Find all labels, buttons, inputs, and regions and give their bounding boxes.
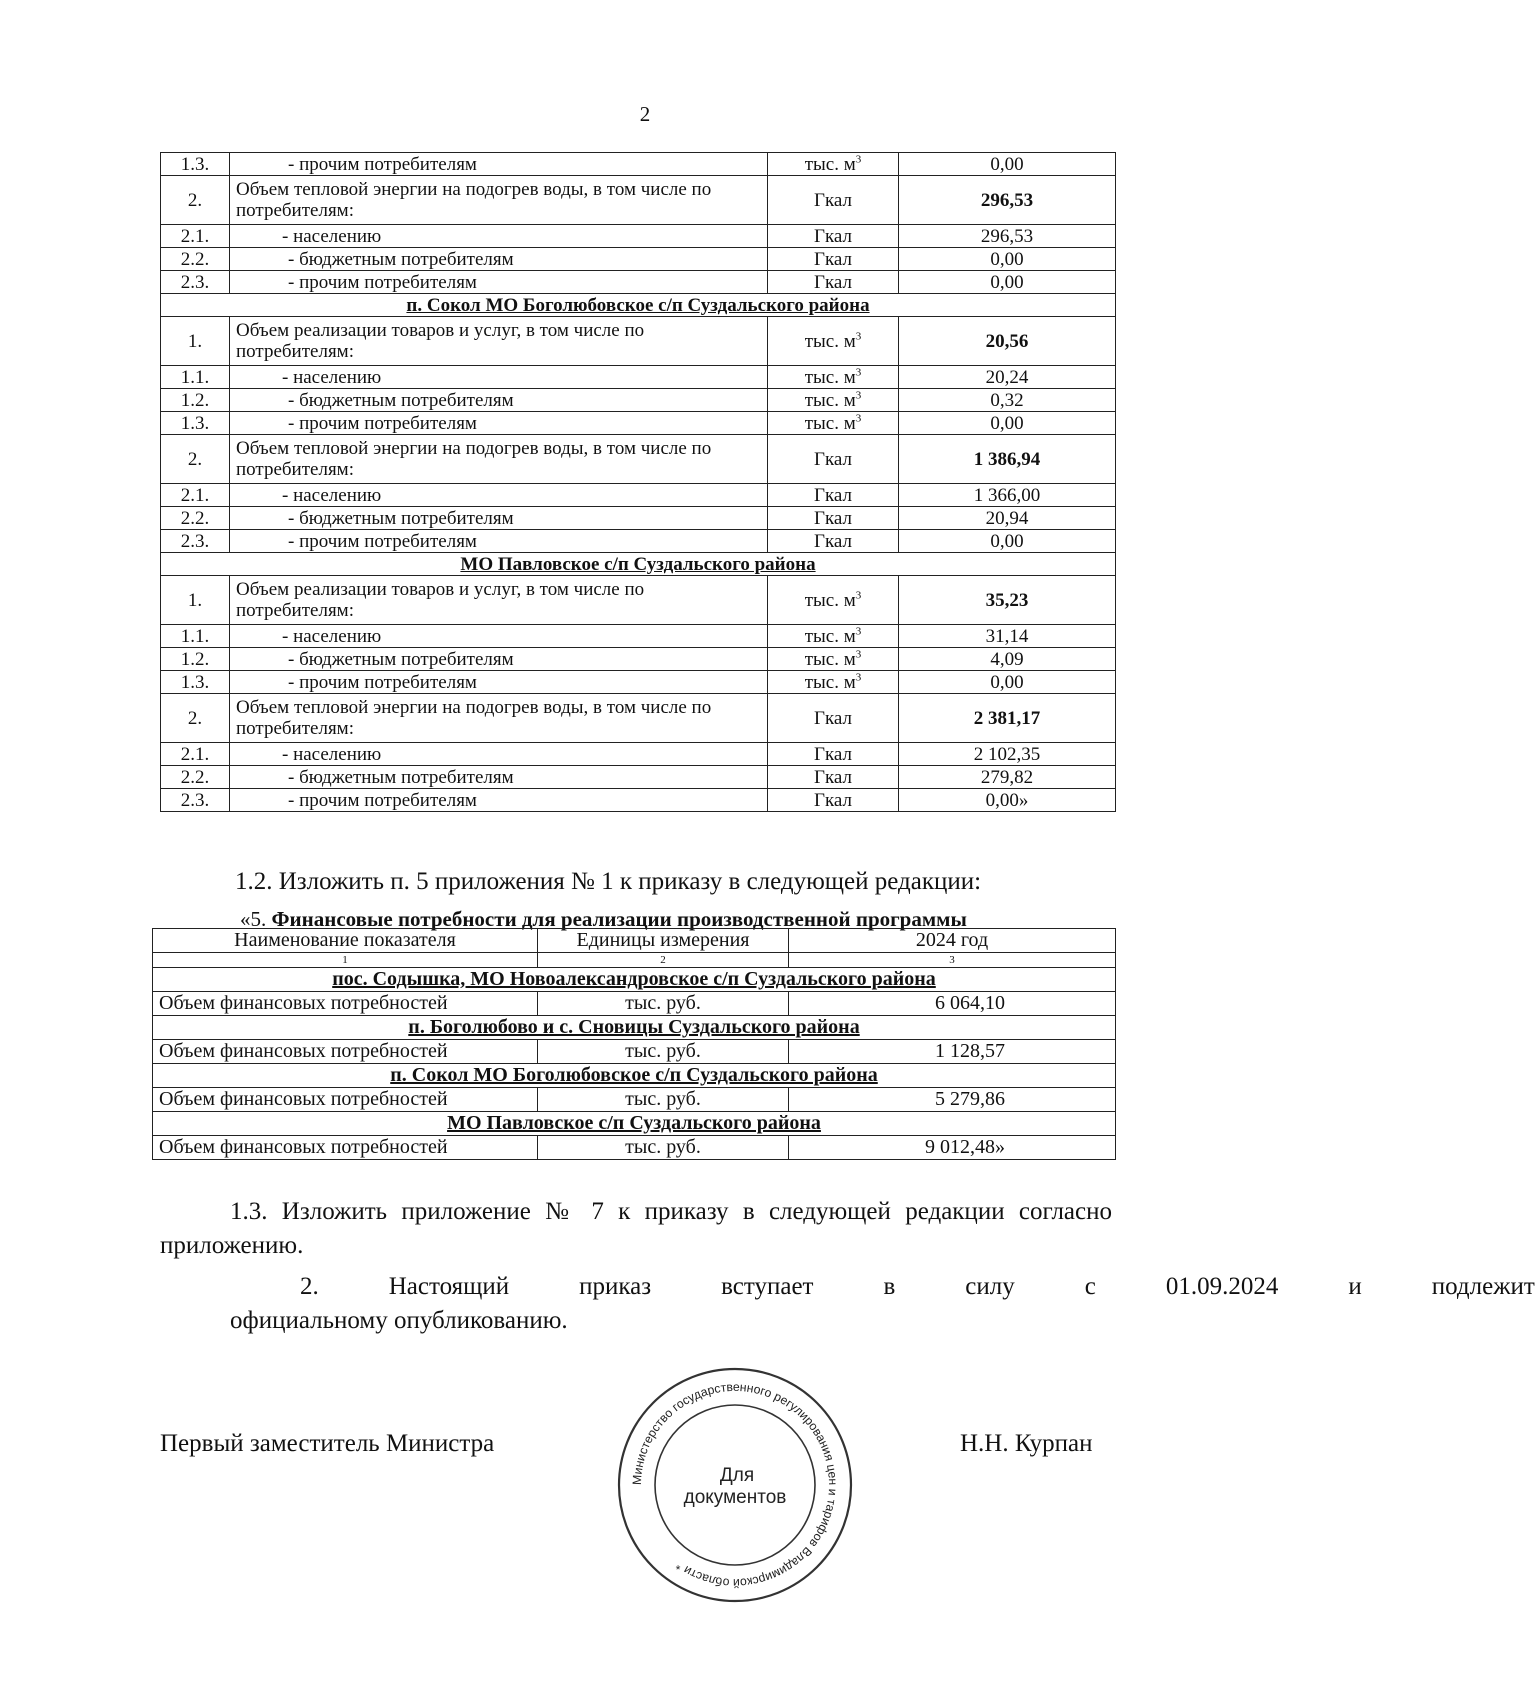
section-title: МО Павловское с/п Суздальского района xyxy=(153,1112,1116,1136)
row-number: 2. xyxy=(161,176,230,225)
row-name: Объем реализации товаров и услуг, в том числе по потребителям: xyxy=(236,579,645,621)
table-row xyxy=(153,1136,1116,1160)
page-number: 2 xyxy=(639,102,651,126)
section-row xyxy=(153,968,1116,992)
table-row xyxy=(161,176,1116,225)
row-number: 2.2. xyxy=(161,248,230,271)
row-unit-cell xyxy=(768,248,899,271)
table-row xyxy=(161,366,1116,389)
row-unit: Гкал xyxy=(813,448,852,470)
row-name-cell xyxy=(230,317,768,366)
row-name-cell xyxy=(230,176,768,225)
row-name: Объем финансовых потребностей xyxy=(153,992,538,1016)
paragraph-2-line1 xyxy=(160,1270,1535,1304)
row-value: 296,53 xyxy=(899,176,1116,225)
table2-caption-title: Финансовые потребности для реализации производственной программы xyxy=(271,907,967,931)
row-unit-cell xyxy=(768,412,899,435)
row-number: 1.1. xyxy=(161,625,230,648)
row-unit: тыс. м xyxy=(804,625,856,647)
row-number: 1. xyxy=(161,317,230,366)
row-unit: Гкал xyxy=(813,743,852,765)
header-unit: Единицы измерения xyxy=(538,929,789,953)
row-value: 0,00 xyxy=(899,530,1116,553)
row-name-cell xyxy=(230,507,768,530)
paragraph-2-word: 2. xyxy=(300,1273,319,1300)
row-value: 0,00 xyxy=(899,671,1116,694)
row-value: 0,00 xyxy=(899,153,1116,176)
row-unit: Гкал xyxy=(813,766,852,788)
row-unit-cell xyxy=(768,435,899,484)
row-unit: тыс. руб. xyxy=(538,992,789,1016)
row-name: Объем реализации товаров и услуг, в том числе по потребителям: xyxy=(236,320,645,362)
row-name: - бюджетным потребителям xyxy=(288,507,514,529)
row-name: - населению xyxy=(282,625,382,647)
table-row xyxy=(161,625,1116,648)
index-2: 2 xyxy=(538,953,789,968)
table-row xyxy=(161,248,1116,271)
stamp-ring-text: Министерство государственного регулирования цен и тарифов Владимирской области * xyxy=(629,1379,841,1591)
unit-superscript: 3 xyxy=(855,671,862,684)
row-unit-cell xyxy=(768,766,899,789)
row-value: 4,09 xyxy=(899,648,1116,671)
paragraph-2-word: с xyxy=(1084,1273,1096,1300)
table-row xyxy=(161,484,1116,507)
row-unit: Гкал xyxy=(813,707,852,729)
row-number: 2.1. xyxy=(161,484,230,507)
row-unit: Гкал xyxy=(813,225,852,247)
row-unit: тыс. м xyxy=(804,671,856,693)
row-name-cell xyxy=(230,743,768,766)
table-row xyxy=(161,271,1116,294)
row-name: - населению xyxy=(282,225,382,247)
row-name: Объем тепловой энергии на подогрев воды, в том числе по потребителям: xyxy=(236,697,712,739)
row-number: 2.2. xyxy=(161,507,230,530)
volumes-table xyxy=(160,152,1116,812)
row-unit-cell xyxy=(768,153,899,176)
row-number: 2. xyxy=(161,435,230,484)
table-row xyxy=(161,389,1116,412)
paragraph-2-word: подлежит xyxy=(1431,1273,1535,1300)
paragraph-1-3: 1.3. Изложить приложение № 7 к приказу в следующей редакции согласно приложению. xyxy=(160,1198,1112,1259)
official-stamp xyxy=(615,1365,855,1605)
row-unit-cell xyxy=(768,317,899,366)
row-number: 1.2. xyxy=(161,389,230,412)
table-row xyxy=(161,789,1116,812)
row-number: 2.2. xyxy=(161,766,230,789)
row-name: Объем тепловой энергии на подогрев воды, в том числе по потребителям: xyxy=(236,179,712,221)
paragraph-2-word: вступает xyxy=(721,1273,814,1300)
section-row xyxy=(161,553,1116,576)
table-row xyxy=(153,1088,1116,1112)
row-name: - прочим потребителям xyxy=(288,671,477,693)
row-value: 9 012,48» xyxy=(789,1136,1116,1160)
row-number: 1. xyxy=(161,576,230,625)
row-number: 1.2. xyxy=(161,648,230,671)
signer-title: Первый заместитель Министра xyxy=(160,1430,495,1457)
row-value: 20,56 xyxy=(899,317,1116,366)
row-unit: Гкал xyxy=(813,248,852,270)
paragraph-2 xyxy=(160,1270,1535,1338)
row-number: 1.1. xyxy=(161,366,230,389)
table-row xyxy=(161,671,1116,694)
row-unit: Гкал xyxy=(813,484,852,506)
row-name: Объем тепловой энергии на подогрев воды, в том числе по потребителям: xyxy=(236,438,712,480)
section-title: п. Сокол МО Боголюбовское с/п Суздальского района xyxy=(153,1064,1116,1088)
unit-superscript: 3 xyxy=(855,625,862,638)
row-number: 2.1. xyxy=(161,225,230,248)
row-name: - прочим потребителям xyxy=(288,153,477,175)
row-unit-cell xyxy=(768,743,899,766)
row-value: 5 279,86 xyxy=(789,1088,1116,1112)
row-unit-cell xyxy=(768,671,899,694)
row-unit-cell xyxy=(768,789,899,812)
paragraph-2-word: приказ xyxy=(579,1273,652,1300)
row-value: 0,32 xyxy=(899,389,1116,412)
table-row xyxy=(161,507,1116,530)
row-unit-cell xyxy=(768,648,899,671)
row-unit: тыс. м xyxy=(804,648,856,670)
row-name-cell xyxy=(230,153,768,176)
paragraph-2-line2: официальному опубликованию. xyxy=(230,1307,568,1334)
row-unit: тыс. руб. xyxy=(538,1040,789,1064)
row-name: - населению xyxy=(282,743,382,765)
index-1: 1 xyxy=(153,953,538,968)
row-value: 6 064,10 xyxy=(789,992,1116,1016)
row-name-cell xyxy=(230,530,768,553)
row-name-cell xyxy=(230,694,768,743)
section-title: п. Боголюбово и с. Сновицы Суздальского района xyxy=(153,1016,1116,1040)
table-row xyxy=(161,435,1116,484)
row-name: - прочим потребителям xyxy=(288,412,477,434)
row-unit-cell xyxy=(768,176,899,225)
unit-superscript: 3 xyxy=(855,153,862,166)
index-3: 3 xyxy=(789,953,1116,968)
unit-superscript: 3 xyxy=(855,366,862,379)
section-title: п. Сокол МО Боголюбовское с/п Суздальского района xyxy=(161,294,1116,317)
row-name-cell xyxy=(230,271,768,294)
unit-superscript: 3 xyxy=(855,412,862,425)
row-number: 1.3. xyxy=(161,412,230,435)
table-row xyxy=(153,1040,1116,1064)
row-name-cell xyxy=(230,412,768,435)
row-value: 2 102,35 xyxy=(899,743,1116,766)
row-value: 1 386,94 xyxy=(899,435,1116,484)
table-row xyxy=(161,153,1116,176)
row-unit-cell xyxy=(768,530,899,553)
stamp-center-line2: документов xyxy=(683,1487,787,1508)
row-name: Объем финансовых потребностей xyxy=(153,1136,538,1160)
row-name-cell xyxy=(230,671,768,694)
row-name-cell xyxy=(230,366,768,389)
table-row xyxy=(161,530,1116,553)
paragraph-2-word: Настоящий xyxy=(388,1273,510,1300)
row-unit: Гкал xyxy=(813,507,852,529)
unit-superscript: 3 xyxy=(855,589,862,602)
row-unit: тыс. м xyxy=(804,366,856,388)
signer-name: Н.Н. Курпан xyxy=(960,1430,1093,1457)
table-row xyxy=(153,992,1116,1016)
table2-caption-prefix: «5. xyxy=(240,907,272,931)
paragraph-2-word: силу xyxy=(965,1273,1015,1300)
unit-superscript: 3 xyxy=(855,648,862,661)
section-row xyxy=(153,1016,1116,1040)
finance-table-index-row xyxy=(153,953,1116,968)
row-number: 2.3. xyxy=(161,271,230,294)
row-number: 1.3. xyxy=(161,671,230,694)
row-value: 2 381,17 xyxy=(899,694,1116,743)
table-row xyxy=(161,412,1116,435)
row-number: 2.1. xyxy=(161,743,230,766)
row-name-cell xyxy=(230,766,768,789)
row-value: 35,23 xyxy=(899,576,1116,625)
row-name-cell xyxy=(230,648,768,671)
row-value: 31,14 xyxy=(899,625,1116,648)
stamp-center-line1: Для xyxy=(719,1465,755,1486)
row-name-cell xyxy=(230,789,768,812)
row-value: 0,00 xyxy=(899,248,1116,271)
table-row xyxy=(161,743,1116,766)
row-value: 0,00 xyxy=(899,271,1116,294)
row-name-cell xyxy=(230,435,768,484)
row-name-cell xyxy=(230,389,768,412)
finance-table xyxy=(152,928,1116,1160)
row-name-cell xyxy=(230,625,768,648)
row-value: 0,00 xyxy=(899,412,1116,435)
row-name: - бюджетным потребителям xyxy=(288,648,514,670)
row-unit-cell xyxy=(768,576,899,625)
row-name-cell xyxy=(230,484,768,507)
row-unit: Гкал xyxy=(813,189,852,211)
row-name: - населению xyxy=(282,484,382,506)
row-number: 2. xyxy=(161,694,230,743)
row-unit: Гкал xyxy=(813,530,852,552)
section-row xyxy=(153,1064,1116,1088)
row-number: 2.3. xyxy=(161,789,230,812)
row-name: - прочим потребителям xyxy=(288,271,477,293)
row-unit-cell xyxy=(768,366,899,389)
row-unit: тыс. руб. xyxy=(538,1136,789,1160)
section-row xyxy=(153,1112,1116,1136)
row-value: 0,00» xyxy=(899,789,1116,812)
table-row xyxy=(161,766,1116,789)
row-value: 20,24 xyxy=(899,366,1116,389)
unit-superscript: 3 xyxy=(855,389,862,402)
paragraph-1-2: 1.2. Изложить п. 5 приложения № 1 к приказу в следующей редакции: xyxy=(235,868,982,895)
row-name: - населению xyxy=(282,366,382,388)
row-unit: тыс. руб. xyxy=(538,1088,789,1112)
header-name: Наименование показателя xyxy=(153,929,538,953)
section-row xyxy=(161,294,1116,317)
row-number: 1.3. xyxy=(161,153,230,176)
row-name: Объем финансовых потребностей xyxy=(153,1040,538,1064)
row-value: 20,94 xyxy=(899,507,1116,530)
row-unit: Гкал xyxy=(813,271,852,293)
table-row xyxy=(161,225,1116,248)
row-name: - бюджетным потребителям xyxy=(288,766,514,788)
row-name-cell xyxy=(230,576,768,625)
paragraph-2-word: в xyxy=(883,1273,896,1300)
paragraph-2-word: 01.09.2024 xyxy=(1165,1273,1279,1300)
row-name: Объем финансовых потребностей xyxy=(153,1088,538,1112)
row-unit-cell xyxy=(768,507,899,530)
row-unit: Гкал xyxy=(813,789,852,811)
header-year: 2024 год xyxy=(789,929,1116,953)
row-name-cell xyxy=(230,248,768,271)
row-unit-cell xyxy=(768,225,899,248)
row-unit-cell xyxy=(768,694,899,743)
row-name: - бюджетным потребителям xyxy=(288,389,514,411)
row-unit: тыс. м xyxy=(804,389,856,411)
row-unit-cell xyxy=(768,625,899,648)
finance-table-header xyxy=(153,929,1116,953)
section-title: пос. Содышка, МО Новоалександровское с/п Суздальского района xyxy=(153,968,1116,992)
row-number: 2.3. xyxy=(161,530,230,553)
row-value: 1 128,57 xyxy=(789,1040,1116,1064)
row-name: - бюджетным потребителям xyxy=(288,248,514,270)
table-row xyxy=(161,648,1116,671)
row-name-cell xyxy=(230,225,768,248)
row-unit: тыс. м xyxy=(804,412,856,434)
table-row xyxy=(161,694,1116,743)
table-row xyxy=(161,576,1116,625)
row-unit: тыс. м xyxy=(804,589,856,611)
row-value: 279,82 xyxy=(899,766,1116,789)
row-name: - прочим потребителям xyxy=(288,789,477,811)
row-name: - прочим потребителям xyxy=(288,530,477,552)
row-unit-cell xyxy=(768,271,899,294)
row-unit: тыс. м xyxy=(804,330,856,352)
row-value: 296,53 xyxy=(899,225,1116,248)
row-unit: тыс. м xyxy=(804,153,856,175)
unit-superscript: 3 xyxy=(855,330,862,343)
section-title: МО Павловское с/п Суздальского района xyxy=(161,553,1116,576)
table-row xyxy=(161,317,1116,366)
row-unit-cell xyxy=(768,389,899,412)
row-unit-cell xyxy=(768,484,899,507)
row-value: 1 366,00 xyxy=(899,484,1116,507)
paragraph-2-word: и xyxy=(1348,1273,1362,1300)
